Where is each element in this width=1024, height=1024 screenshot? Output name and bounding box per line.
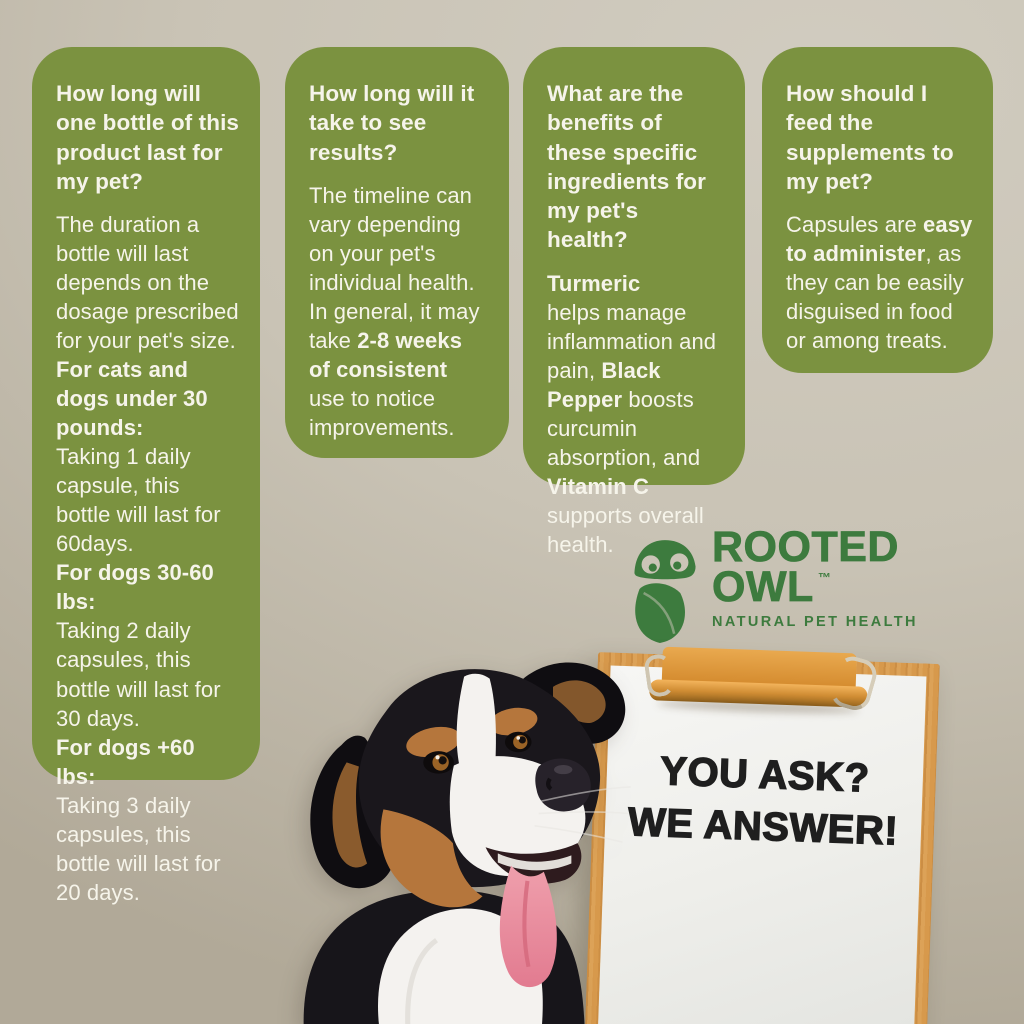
panel-paragraph: Taking 3 daily capsules, this bottle will last for 20 days. [56,792,221,905]
dog-photo [283,648,635,1024]
panel-paragraph: Capsules are easy to administer, as they can be easily disguised in food or among treats. [786,212,973,354]
panel-paragraph: For cats and dogs under 30 pounds: [56,357,208,441]
clipboard-clip [649,638,869,714]
panel-paragraph: helps manage inflammation and pain, Black Pepper boosts curcumin absorption, and Vitamin C supports overall health. [547,299,717,557]
panel-paragraph: Taking 1 daily capsule, this bottle will last for 60days. [56,444,221,557]
panel-paragraph: Turmeric [547,270,641,296]
panel-question: What are the benefits of these specific ingredients for my pet's health? [547,81,707,253]
panel-paragraph: The duration a bottle will last depends on the dosage prescribed for your pet's size. [56,212,239,354]
panel-answer [309,181,489,442]
board-line-2: WE ANSWER! [627,800,899,854]
panel-question: How long will it take to see results? [309,81,475,165]
board-text [604,743,923,858]
panel-paragraph: The timeline can vary depending on your pet's individual health. In general, it may take 2-8 weeks of consistent use to notice improvements. [309,182,480,440]
board-paper [597,665,927,1024]
trademark-symbol: ™ [817,569,831,585]
panel-paragraph: For dogs 30-60 lbs: [56,560,214,615]
qa-panel-ingredient-benefits [523,47,745,557]
brand-tagline: NATURAL PET HEALTH [712,614,918,631]
panel-answer [786,210,973,355]
panel-paragraph: Taking 2 daily capsules, this bottle will last for 30 days. [56,618,221,731]
brand-wordmark [712,523,918,648]
brand-name-owl: OWL [712,562,814,611]
qa-panel-bottle-duration [32,47,260,905]
brand-name-line2 [712,562,918,611]
panel-answer [547,269,725,559]
qa-panel-results-timeline [285,47,509,458]
panel-question: How should I feed the supplements to my pet? [786,81,954,194]
brand-name-line1: ROOTED [712,523,899,571]
qa-panel-feeding-method [762,47,993,373]
panel-answer [56,210,240,907]
panel-paragraph: For dogs +60 lbs: [56,734,195,789]
panel-question: How long will one bottle of this product last for my pet? [56,81,240,194]
owl-leaf-icon [630,536,700,646]
board-line-1: YOU ASK? [659,749,871,801]
brand-logo [630,523,935,648]
